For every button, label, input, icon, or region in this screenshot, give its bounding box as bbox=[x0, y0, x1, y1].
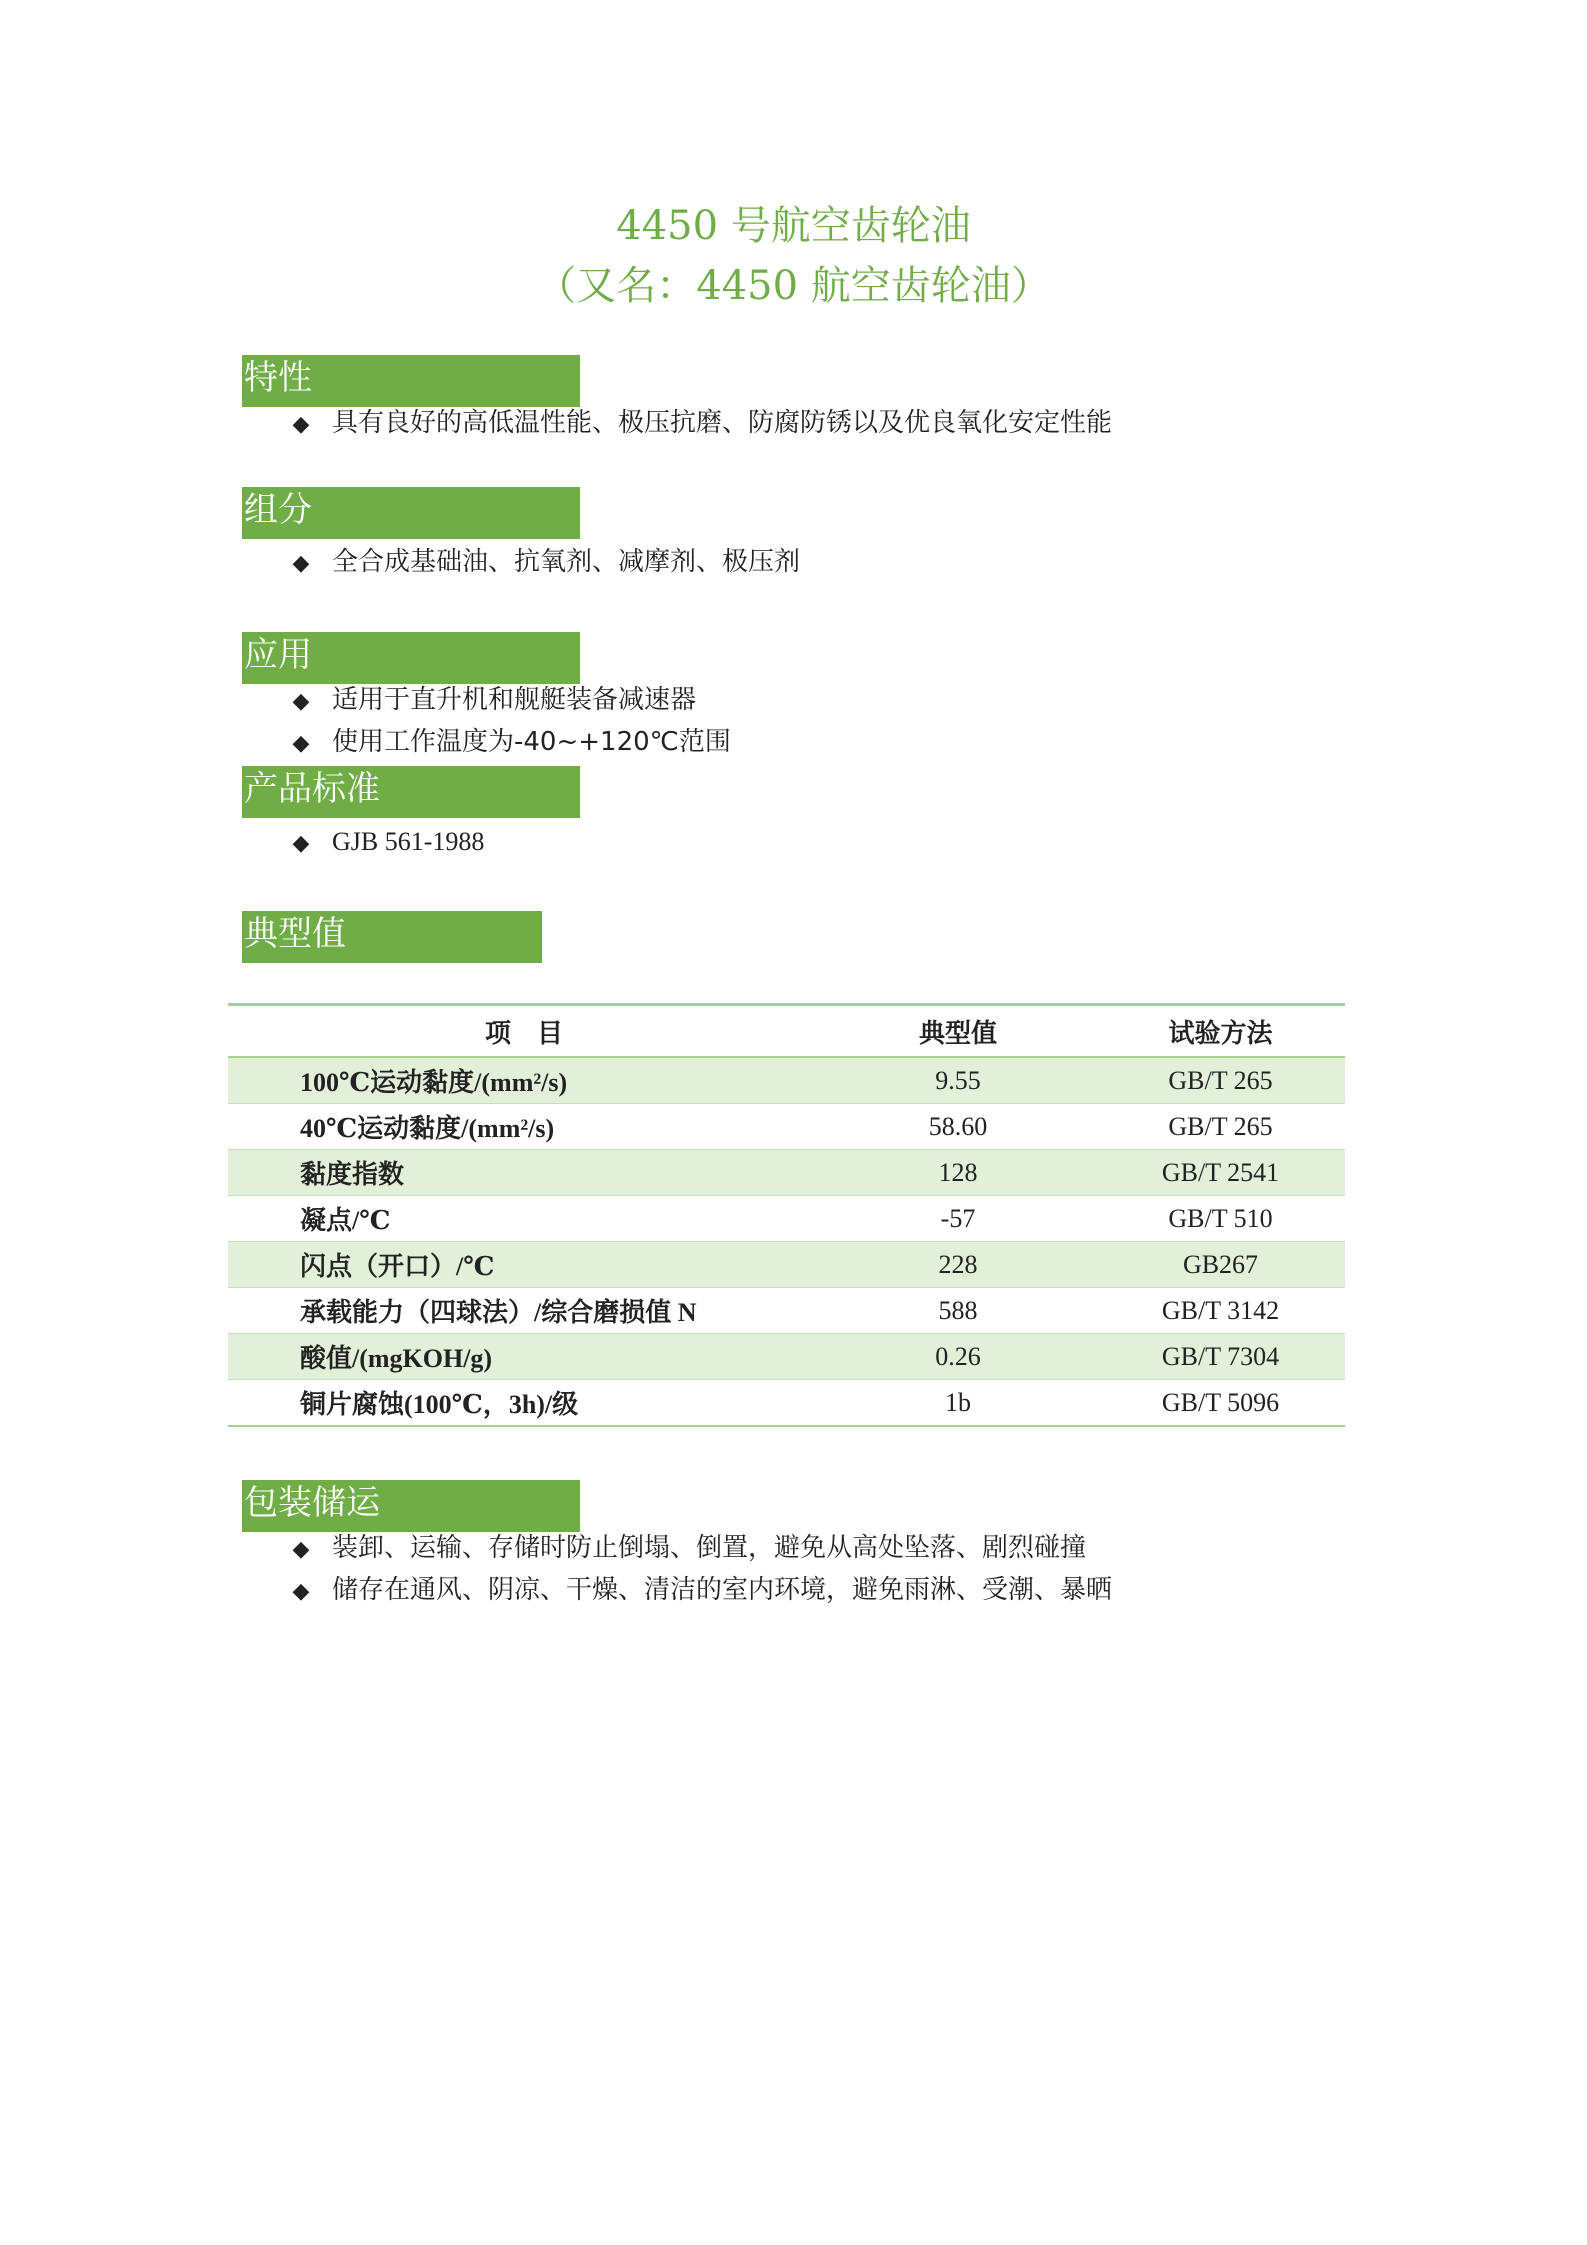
row-value: 228 bbox=[820, 1242, 1096, 1288]
row-item: 承载能力（四球法）/综合磨损值 N bbox=[228, 1288, 820, 1334]
list-item bbox=[286, 680, 696, 722]
diamond-bullet-icon: ◆ bbox=[292, 1537, 310, 1562]
table-row bbox=[228, 1196, 1345, 1242]
row-value: 9.55 bbox=[820, 1057, 1096, 1104]
row-method: GB/T 7304 bbox=[1096, 1334, 1345, 1380]
row-value: -57 bbox=[820, 1196, 1096, 1242]
column-header-method: 试验方法 bbox=[1168, 1018, 1273, 1048]
section-heading-packaging: 包装储运 bbox=[242, 1480, 580, 1530]
row-method: GB/T 510 bbox=[1096, 1196, 1345, 1242]
section-heading-composition: 组分 bbox=[242, 487, 580, 537]
row-item: 100℃运动黏度/(mm²/s) bbox=[228, 1057, 820, 1104]
list-item bbox=[286, 542, 800, 584]
diamond-bullet-icon: ◆ bbox=[292, 1579, 310, 1604]
diamond-bullet-icon: ◆ bbox=[292, 412, 310, 437]
section-heading-properties: 特性 bbox=[242, 355, 580, 405]
list-item-text: 适用于直升机和舰艇装备减速器 bbox=[332, 685, 697, 715]
table-row bbox=[228, 1288, 1345, 1334]
row-item: 闪点（开口）/℃ bbox=[228, 1242, 820, 1288]
list-item-text: GJB 561-1988 bbox=[332, 827, 485, 856]
diamond-bullet-icon: ◆ bbox=[292, 731, 310, 756]
row-value: 58.60 bbox=[820, 1104, 1096, 1150]
section-heading-typical: 典型值 bbox=[242, 911, 542, 961]
list-item-text: 储存在通风、阴凉、干燥、清洁的室内环境，避免雨淋、受潮、暴晒 bbox=[332, 1575, 1113, 1605]
row-value: 588 bbox=[820, 1288, 1096, 1334]
row-item: 凝点/℃ bbox=[228, 1196, 820, 1242]
typical-values-table bbox=[228, 1003, 1345, 1427]
page-title: 4450 号航空齿轮油 bbox=[616, 203, 971, 249]
row-method: GB/T 265 bbox=[1096, 1104, 1345, 1150]
column-header-value: 典型值 bbox=[918, 1018, 997, 1048]
row-method: GB/T 5096 bbox=[1096, 1380, 1345, 1427]
table-row bbox=[228, 1334, 1345, 1380]
list-item bbox=[286, 403, 1112, 445]
row-value: 1b bbox=[820, 1380, 1096, 1427]
row-method: GB/T 2541 bbox=[1096, 1150, 1345, 1196]
page-subtitle: （又名：4450 航空齿轮油） bbox=[536, 263, 1051, 309]
section-heading-application: 应用 bbox=[242, 632, 580, 682]
list-item-text: 使用工作温度为-40~+120℃范围 bbox=[332, 727, 731, 757]
table-row bbox=[228, 1242, 1345, 1288]
diamond-bullet-icon: ◆ bbox=[292, 551, 310, 576]
table-header-row bbox=[228, 1005, 1345, 1058]
table-row bbox=[228, 1104, 1345, 1150]
table-row bbox=[228, 1380, 1345, 1427]
row-value: 0.26 bbox=[820, 1334, 1096, 1380]
table-row bbox=[228, 1057, 1345, 1104]
list-item bbox=[286, 1528, 1086, 1570]
list-item bbox=[286, 822, 484, 864]
row-item: 黏度指数 bbox=[228, 1150, 820, 1196]
row-method: GB/T 265 bbox=[1096, 1057, 1345, 1104]
row-item: 40℃运动黏度/(mm²/s) bbox=[228, 1104, 820, 1150]
row-method: GB267 bbox=[1096, 1242, 1345, 1288]
list-item-text: 全合成基础油、抗氧剂、减摩剂、极压剂 bbox=[332, 547, 801, 577]
row-value: 128 bbox=[820, 1150, 1096, 1196]
list-item-text: 具有良好的高低温性能、极压抗磨、防腐防锈以及优良氧化安定性能 bbox=[332, 408, 1113, 438]
column-header-item: 项 目 bbox=[484, 1018, 563, 1048]
table-row bbox=[228, 1150, 1345, 1196]
list-item-text: 装卸、运输、存储时防止倒塌、倒置，避免从高处坠落、剧烈碰撞 bbox=[332, 1533, 1087, 1563]
diamond-bullet-icon: ◆ bbox=[292, 831, 310, 856]
row-method: GB/T 3142 bbox=[1096, 1288, 1345, 1334]
diamond-bullet-icon: ◆ bbox=[292, 689, 310, 714]
row-item: 铜片腐蚀(100℃，3h)/级 bbox=[228, 1380, 820, 1427]
section-heading-standard: 产品标准 bbox=[242, 766, 580, 816]
row-item: 酸值/(mgKOH/g) bbox=[228, 1334, 820, 1380]
list-item bbox=[286, 722, 731, 764]
list-item bbox=[286, 1570, 1112, 1612]
